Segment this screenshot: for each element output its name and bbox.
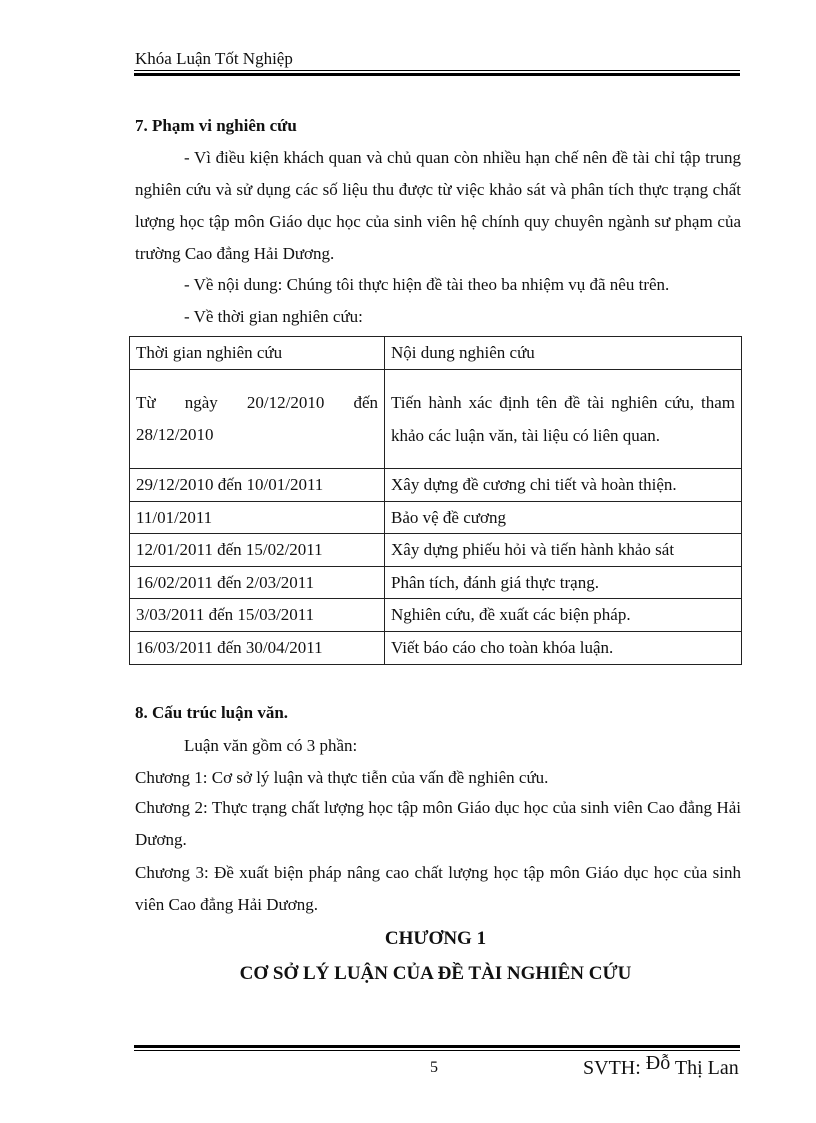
footer-divider-thick <box>134 1045 740 1048</box>
footer-divider <box>134 1050 740 1051</box>
page-number: 5 <box>430 1059 438 1076</box>
section-8-heading: 8. Cấu trúc luận văn. <box>135 703 289 722</box>
author-signature <box>583 1052 739 1080</box>
section-7-paragraph: - Vì điều kiện khách quan và chủ quan còn nhiều hạn chế nên đề tài chỉ tập trung nghiên cứu và sử dụng các số liệu thu được từ việc khảo sát và phân tích thực trạng chất lượng học tập môn Giáo dục học của sinh viên hệ chính quy chuyên ngành sư phạm của trường Cao đẳng Hải Dương. <box>135 148 741 263</box>
table-cell-content: Tiến hành xác định tên đề tài nghiên cứu, tham khảo các luận văn, tài liệu có liên quan. <box>385 370 742 469</box>
chapter-3-summary: Chương 3: Đề xuất biện pháp nâng cao chất lượng học tập môn Giáo dục học của sinh viên Cao đẳng Hải Dương. <box>135 863 741 914</box>
table-cell-content: Xây dựng đề cương chi tiết và hoàn thiện. <box>385 469 742 502</box>
table-cell-time: 16/03/2011 đến 30/04/2011 <box>130 632 385 665</box>
table-cell-content: Bảo vệ đề cương <box>385 502 742 534</box>
author-prefix: SVTH: <box>583 1057 641 1079</box>
time-scope-line: - Về thời gian nghiên cứu: <box>184 307 363 326</box>
structure-intro: Luận văn gồm có 3 phần: <box>184 736 358 755</box>
table-row <box>130 469 742 502</box>
table-cell-content: Viết báo cáo cho toàn khóa luận. <box>385 632 742 665</box>
header-divider-thick <box>134 73 740 76</box>
table-cell-content: Nghiên cứu, đề xuất các biện pháp. <box>385 599 742 632</box>
table-row <box>130 632 742 665</box>
table-cell-time: Từ ngày 20/12/2010 đến 28/12/2010 <box>130 370 385 469</box>
table-cell-time: 16/02/2011 đến 2/03/2011 <box>130 567 385 599</box>
table-row <box>130 567 742 599</box>
research-schedule-table <box>129 336 742 665</box>
section-7-heading: 7. Phạm vi nghiên cứu <box>135 116 297 135</box>
table-cell-time: 11/01/2011 <box>130 502 385 534</box>
table-cell-time: 12/01/2011 đến 15/02/2011 <box>130 534 385 567</box>
chapter-title: CƠ SỞ LÝ LUẬN CỦA ĐỀ TÀI NGHIÊN CỨU <box>239 963 632 984</box>
table-header-cell: Thời gian nghiên cứu <box>130 337 385 370</box>
table-row <box>130 370 742 469</box>
author-first-name: Đỗ <box>645 1052 671 1074</box>
table-row <box>130 599 742 632</box>
table-row <box>130 502 742 534</box>
table-cell-content: Xây dựng phiếu hỏi và tiến hành khảo sát <box>385 534 742 567</box>
table-row <box>130 534 742 567</box>
table-cell-time: 3/03/2011 đến 15/03/2011 <box>130 599 385 632</box>
table-header-cell: Nội dung nghiên cứu <box>385 337 742 370</box>
header-divider <box>134 70 740 71</box>
chapter-1-summary: Chương 1: Cơ sở lý luận và thực tiễn của vấn đề nghiên cứu. <box>135 768 549 787</box>
chapter-label: CHƯƠNG 1 <box>384 928 487 949</box>
table-header-row <box>130 337 742 370</box>
page-header-title: Khóa Luận Tốt Nghiệp <box>135 49 293 68</box>
table-cell-content: Phân tích, đánh giá thực trạng. <box>385 567 742 599</box>
chapter-2-summary: Chương 2: Thực trạng chất lượng học tập môn Giáo dục học của sinh viên Cao đẳng Hải Dương. <box>135 798 741 849</box>
table-cell-time: 29/12/2010 đến 10/01/2011 <box>130 469 385 502</box>
author-last-name: Thị Lan <box>674 1057 739 1079</box>
content-scope-line: - Về nội dung: Chúng tôi thực hiện đề tài theo ba nhiệm vụ đã nêu trên. <box>184 275 670 294</box>
